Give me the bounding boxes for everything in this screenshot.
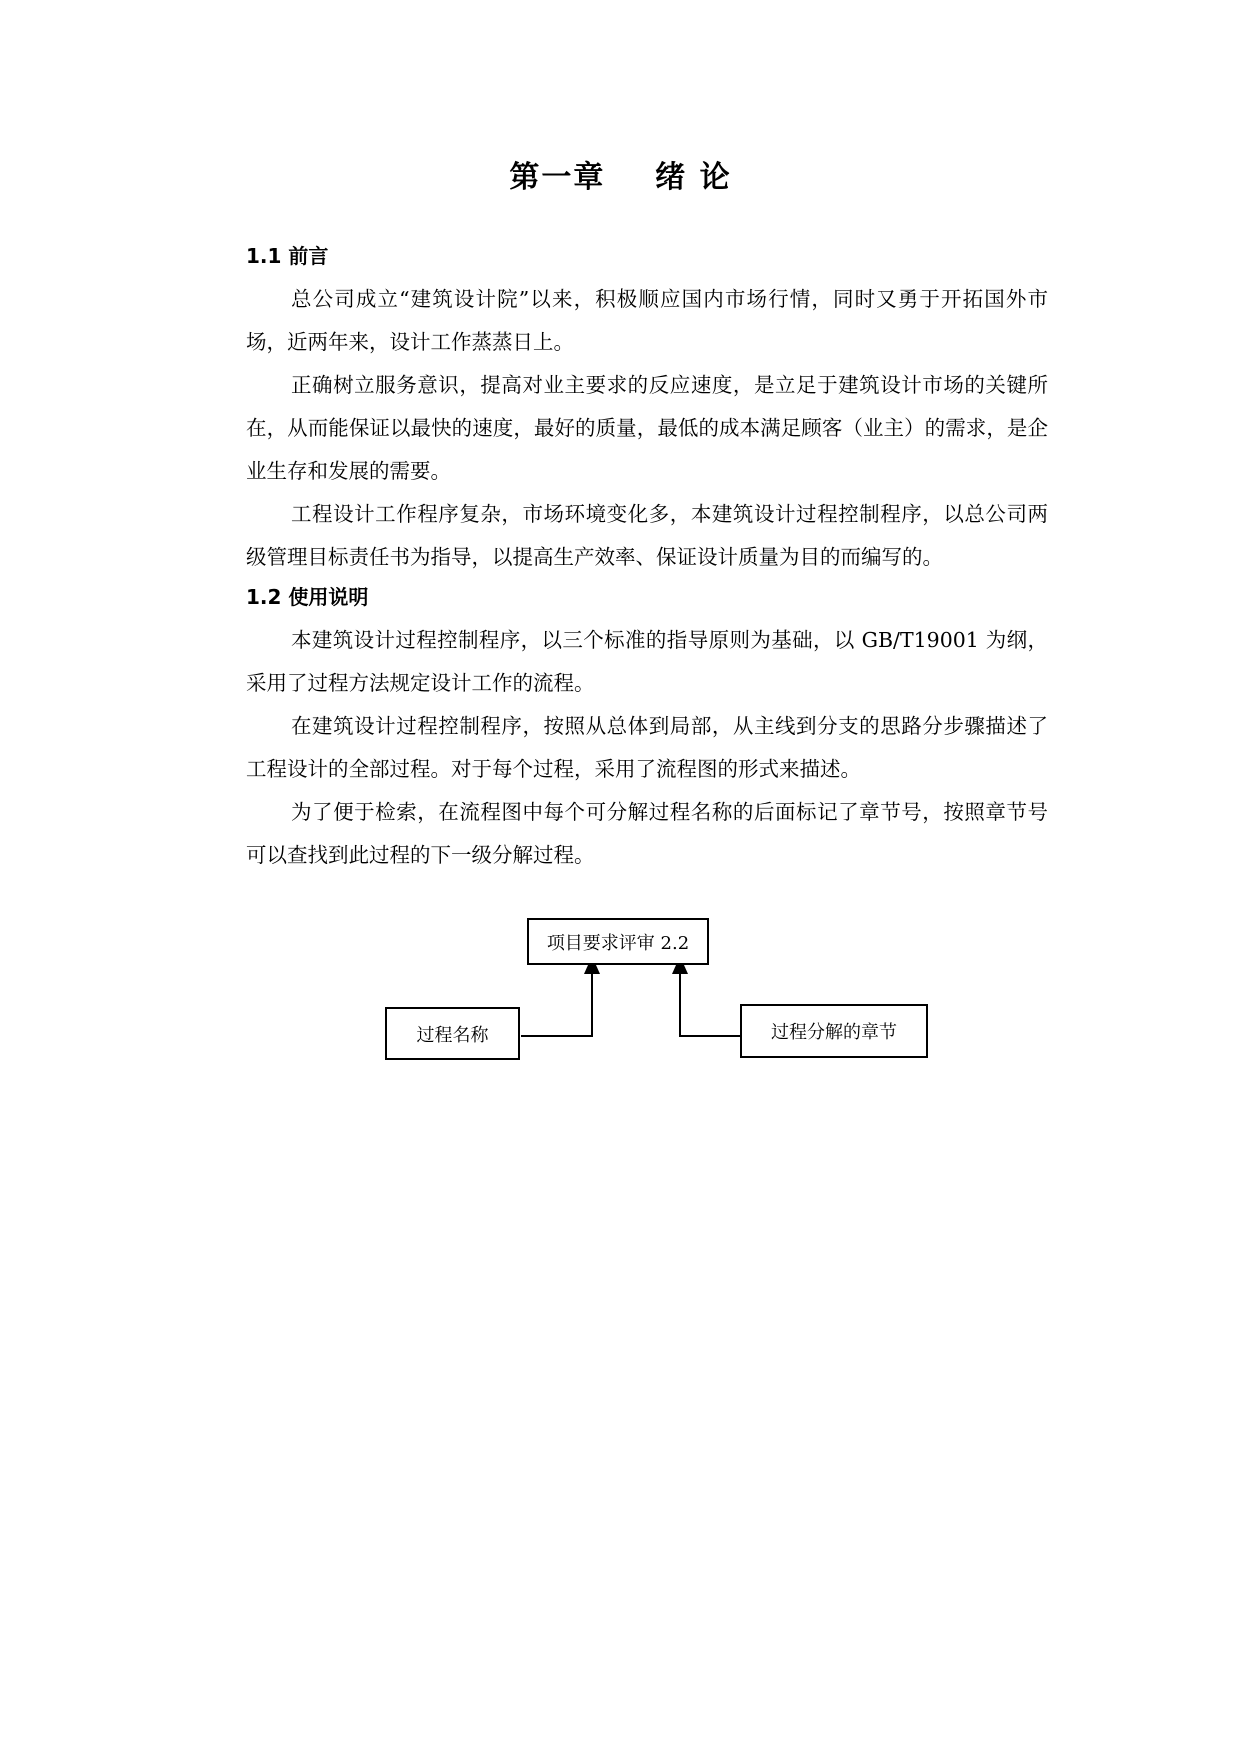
connector-left [521,964,592,1036]
paragraph: 工程设计工作程序复杂，市场环境变化多，本建筑设计过程控制程序，以总公司两级管理目标责任书为指导，以提高生产效率、保证设计质量为目的而编写的。 [246,502,1048,569]
section-heading-preface: 1.1 前言 [246,244,329,268]
paragraph: 为了便于检索，在流程图中每个可分解过程名称的后面标记了章节号，按照章节号可以查找到此过程的下一级分解过程。 [246,800,1048,867]
paragraph: 总公司成立“建筑设计院”以来，积极顺应国内市场行情，同时又勇于开拓国外市场，近两年来，设计工作蒸蒸日上。 [246,287,1048,354]
top-process-box: 项目要求评审 2.2 [527,918,709,965]
paragraph: 在建筑设计过程控制程序，按照从总体到局部，从主线到分支的思路分步骤描述了工程设计的全部过程。对于每个过程，采用了流程图的形式来描述。 [246,714,1048,781]
paragraph: 正确树立服务意识，提高对业主要求的反应速度，是立足于建筑设计市场的关键所在，从而能保证以最快的速度，最好的质量，最低的成本满足顾客（业主）的需求，是企业生存和发展的需要。 [246,373,1048,483]
chapter-title: 第一章 绪 论 [509,160,732,195]
connector-right [680,964,741,1036]
section-heading-usage: 1.2 使用说明 [246,585,369,609]
paragraph: 本建筑设计过程控制程序，以三个标准的指导原则为基础，以 GB/T19001 为纲，采用了过程方法规定设计工作的流程。 [246,628,1048,695]
chapter-section-box: 过程分解的章节 [740,1004,928,1058]
process-name-box: 过程名称 [385,1007,520,1060]
